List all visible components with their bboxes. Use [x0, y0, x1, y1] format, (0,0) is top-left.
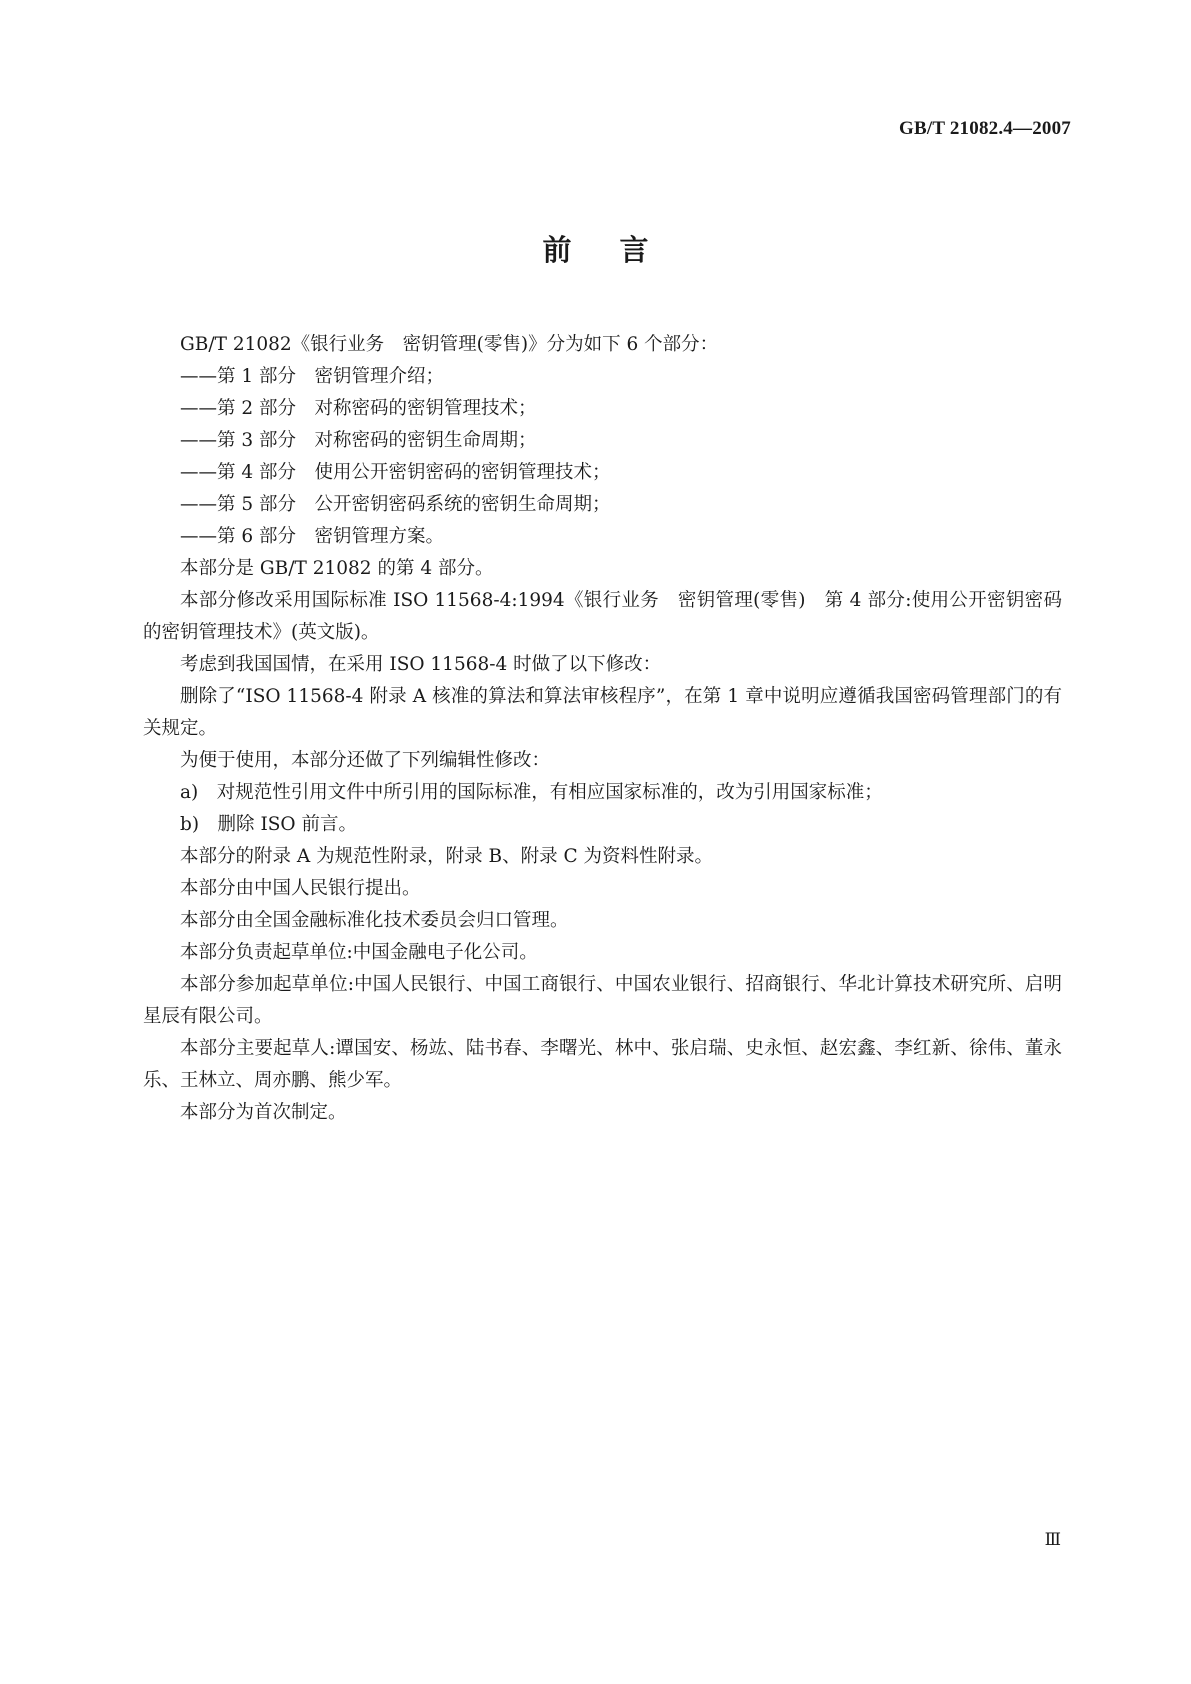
body-paragraph: 本部分主要起草人:谭国安、杨竑、陆书春、李曙光、林中、张启瑞、史永恒、赵宏鑫、李红新、徐伟、董永乐、王林立、周亦鹏、熊少军。 — [143, 1038, 1062, 1091]
part-list-item: ——第 1 部分 密钥管理介绍； — [180, 366, 445, 387]
body-paragraph: 为便于使用，本部分还做了下列编辑性修改： — [180, 750, 551, 771]
standard-code: GB/T 21082.4—2007 — [899, 118, 1071, 139]
foreword-body — [143, 329, 1062, 1129]
body-paragraph: 本部分由全国金融标准化技术委员会归口管理。 — [180, 910, 569, 931]
part-list-item: ——第 3 部分 对称密码的密钥生命周期； — [180, 430, 537, 451]
body-paragraph: 本部分参加起草单位:中国人民银行、中国工商银行、中国农业银行、招商银行、华北计算技术研究所、启明星辰有限公司。 — [143, 974, 1062, 1027]
intro-paragraph: GB/T 21082《银行业务 密钥管理(零售)》分为如下 6 个部分： — [180, 334, 719, 355]
body-paragraph: 本部分由中国人民银行提出。 — [180, 878, 421, 899]
body-paragraph: 本部分修改采用国际标准 ISO 11568-4:1994《银行业务 密钥管理(零售) 第 4 部分:使用公开密钥密码的密钥管理技术》(英文版)。 — [143, 590, 1062, 643]
body-paragraph: 本部分负责起草单位:中国金融电子化公司。 — [180, 942, 538, 963]
part-list-item: ——第 4 部分 使用公开密钥密码的密钥管理技术； — [180, 462, 611, 483]
body-paragraph: 本部分的附录 A 为规范性附录，附录 B、附录 C 为资料性附录。 — [180, 846, 714, 867]
body-paragraph: 考虑到我国国情，在采用 ISO 11568-4 时做了以下修改： — [180, 654, 662, 675]
part-list-item: ——第 5 部分 公开密钥密码系统的密钥生命周期； — [180, 494, 611, 515]
edit-list-item: a) 对规范性引用文件中所引用的国际标准，有相应国家标准的，改为引用国家标准； — [180, 782, 883, 803]
page-number: Ⅲ — [1044, 1530, 1061, 1549]
part-list-item: ——第 2 部分 对称密码的密钥管理技术； — [180, 398, 537, 419]
body-paragraph: 删除了“ISO 11568-4 附录 A 核准的算法和算法审核程序”，在第 1 章中说明应遵循我国密码管理部门的有关规定。 — [143, 686, 1062, 739]
page-title: 前言 — [542, 233, 697, 267]
body-paragraph: 本部分为首次制定。 — [180, 1102, 347, 1123]
edit-list-item: b) 删除 ISO 前言。 — [180, 814, 357, 835]
part-list-item: ——第 6 部分 密钥管理方案。 — [180, 526, 445, 547]
body-paragraph: 本部分是 GB/T 21082 的第 4 部分。 — [180, 558, 494, 579]
